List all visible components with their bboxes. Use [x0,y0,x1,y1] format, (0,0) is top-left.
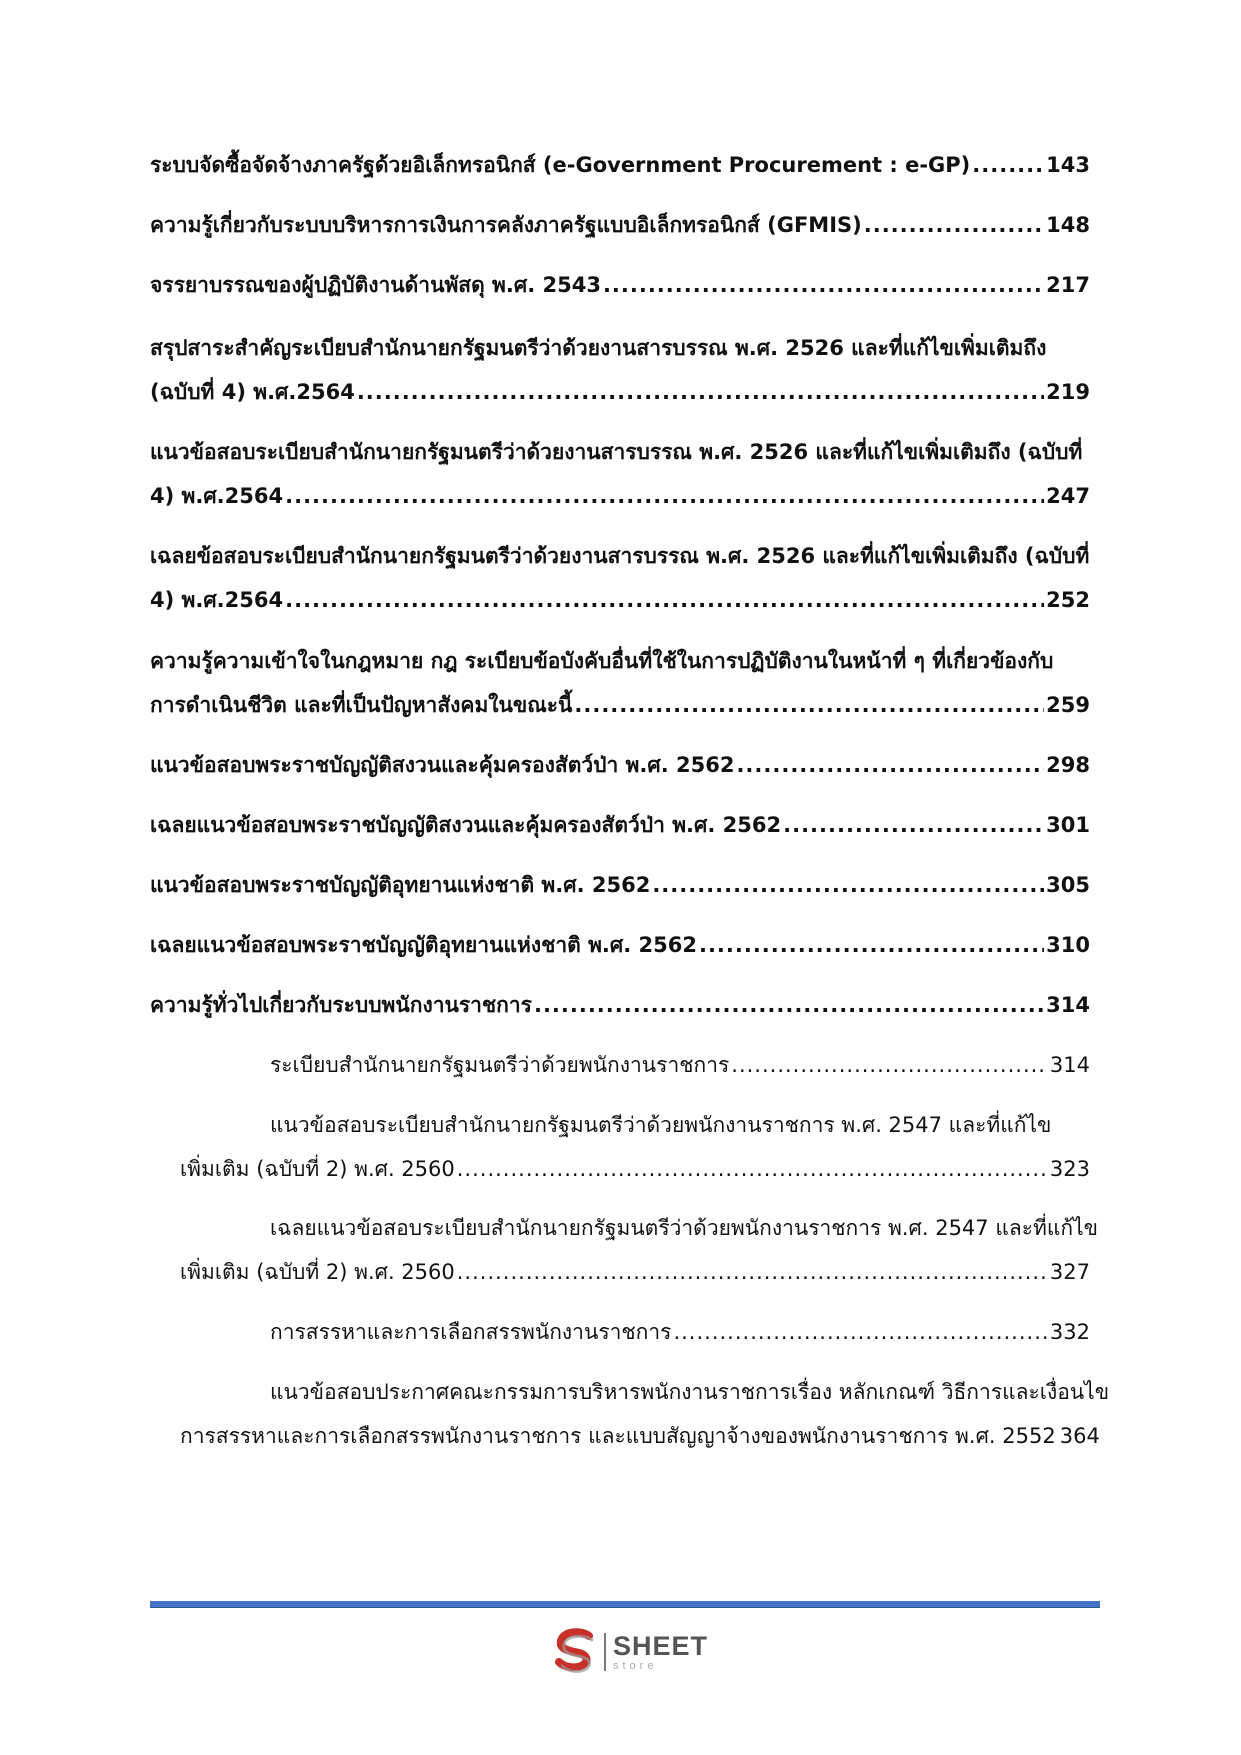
toc-page-number: 219 [1046,380,1090,404]
toc-leader [534,990,1044,1020]
toc-entry[interactable] [150,437,1090,511]
toc-entry[interactable] [150,990,1090,1020]
toc-entry-title: ระเบียบสำนักนายกรัฐมนตรีว่าด้วยพนักงานราชการ [270,1053,730,1077]
toc-leader [783,810,1044,840]
toc-page-number: 305 [1046,873,1090,897]
toc-page-number: 148 [1046,213,1090,237]
toc-entry-title-continued: เพิ่มเติม (ฉบับที่ 2) พ.ศ. 2560 [180,1260,455,1284]
toc-subentry[interactable] [180,1213,1099,1287]
toc-entry-title: การสรรหาและการเลือกสรรพนักงานราชการ [270,1320,672,1344]
toc-page-number: 301 [1046,813,1090,837]
toc-leader [699,930,1044,960]
toc-page-number: 323 [1049,1157,1090,1181]
toc-leader [285,585,1044,615]
toc-entry-title: ความรู้ความเข้าใจในกฎหมาย กฎ ระเบียบข้อบังคับอื่นที่ใช้ในการปฏิบัติงานในหน้าที่ ๆ ที่เกี่ยวข้องกับ [150,649,1054,673]
logo-wordmark [613,1630,709,1672]
toc-entry-title: เฉลยข้อสอบระเบียบสำนักนายกรัฐมนตรีว่าด้วยงานสารบรรณ พ.ศ. 2526 และที่แก้ไขเพิ่มเติมถึง (ฉบับที่ [150,544,1090,568]
toc-leader [285,481,1044,511]
toc-leader [603,270,1044,300]
toc-entry[interactable] [150,750,1090,780]
toc-entry-title-continued: การสรรหาและการเลือกสรรพนักงานราชการ และแบบสัญญาจ้างของพนักงานราชการ พ.ศ. 2552 [180,1424,1056,1448]
toc-entry-title: ความรู้เกี่ยวกับระบบบริหารการเงินการคลังภาครัฐแบบอิเล็กทรอนิกส์ (GFMIS) [150,213,862,237]
toc-entry-title: แนวข้อสอบระเบียบสำนักนายกรัฐมนตรีว่าด้วยงานสารบรรณ พ.ศ. 2526 และที่แก้ไขเพิ่มเติมถึง (ฉบับที่ [150,440,1083,464]
toc-entry[interactable] [150,870,1090,900]
s-logo-icon [553,1628,597,1676]
toc-subentry[interactable] [180,1110,1090,1184]
toc-leader [673,1317,1047,1347]
toc-subentry[interactable] [180,1377,1110,1451]
toc-entry-title: จรรยาบรรณของผู้ปฏิบัติงานด้านพัสดุ พ.ศ. 2543 [150,273,601,297]
toc-entry[interactable] [150,210,1090,240]
toc-leader [736,750,1044,780]
toc-subentry[interactable] [270,1317,1090,1347]
toc-entry-title: ระบบจัดซื้อจัดจ้างภาครัฐด้วยอิเล็กทรอนิกส์ (e-Government Procurement : e-GP) [150,153,971,177]
toc-page-number: 217 [1046,273,1090,297]
toc-entry-title-continued: 4) พ.ศ.2564 [150,484,284,508]
toc-entry[interactable] [150,541,1090,615]
logo-subtext: store [613,1659,658,1672]
toc-entry-title: เฉลยแนวข้อสอบพระราชบัญญัติอุทยานแห่งชาติ พ.ศ. 2562 [150,933,697,957]
toc-entry[interactable] [150,150,1090,180]
toc-page-number: 310 [1046,933,1090,957]
toc-leader [457,1257,1048,1287]
toc-page-number: 332 [1049,1320,1090,1344]
toc-leader [357,377,1044,407]
toc-subentry[interactable] [270,1050,1090,1080]
toc-entry-title: แนวข้อสอบพระราชบัญญัติอุทยานแห่งชาติ พ.ศ. 2562 [150,873,651,897]
toc-entry-title: ความรู้ทั่วไปเกี่ยวกับระบบพนักงานราชการ [150,993,532,1017]
toc-entry-title-continued: เพิ่มเติม (ฉบับที่ 2) พ.ศ. 2560 [180,1157,455,1181]
toc-page-number: 314 [1046,993,1090,1017]
toc-entry[interactable] [150,646,1090,720]
toc-page-number: 259 [1046,693,1090,717]
sheet-store-logo [553,1628,708,1676]
footer-rule [150,1601,1100,1608]
toc-entry-title: สรุปสาระสำคัญระเบียบสำนักนายกรัฐมนตรีว่าด้วยงานสารบรรณ พ.ศ. 2526 และที่แก้ไขเพิ่มเติมถึง [150,336,1047,360]
toc-entry-title: แนวข้อสอบประกาศคณะกรรมการบริหารพนักงานราชการเรื่อง หลักเกณฑ์ วิธีการและเงื่อนไข [270,1380,1110,1404]
toc-entry-title-continued: 4) พ.ศ.2564 [150,588,284,612]
toc-leader [972,150,1044,180]
toc-entry[interactable] [150,810,1090,840]
logo-text: SHEET [613,1630,709,1661]
toc-entry[interactable] [150,930,1090,960]
toc-leader [574,690,1044,720]
toc-page-number: 143 [1046,153,1090,177]
toc-entry[interactable] [150,333,1090,407]
toc-entry-title: แนวข้อสอบระเบียบสำนักนายกรัฐมนตรีว่าด้วยพนักงานราชการ พ.ศ. 2547 และที่แก้ไข [270,1113,1052,1137]
toc-leader [652,870,1044,900]
logo-divider [604,1633,606,1671]
toc-page-number: 247 [1046,484,1090,508]
toc-entry-title: แนวข้อสอบพระราชบัญญัติสงวนและคุ้มครองสัตว์ป่า พ.ศ. 2562 [150,753,735,777]
toc-entry[interactable] [150,270,1090,300]
toc-entry-title-continued: การดำเนินชีวิต และที่เป็นปัญหาสังคมในขณะนี้ [150,693,573,717]
toc-page-number: 327 [1049,1260,1090,1284]
toc-page-number: 314 [1049,1053,1090,1077]
toc-leader [731,1050,1048,1080]
toc-page-number: 252 [1046,588,1090,612]
toc-entry-title: เฉลยแนวข้อสอบพระราชบัญญัติสงวนและคุ้มครองสัตว์ป่า พ.ศ. 2562 [150,813,782,837]
toc-leader [864,210,1044,240]
toc-entry-title: เฉลยแนวข้อสอบระเบียบสำนักนายกรัฐมนตรีว่าด้วยพนักงานราชการ พ.ศ. 2547 และที่แก้ไข [270,1216,1099,1240]
toc-entry-title-continued: (ฉบับที่ 4) พ.ศ.2564 [150,380,355,404]
toc-leader [457,1154,1048,1184]
toc-page-number: 364 [1059,1424,1100,1448]
toc-page-number: 298 [1046,753,1090,777]
